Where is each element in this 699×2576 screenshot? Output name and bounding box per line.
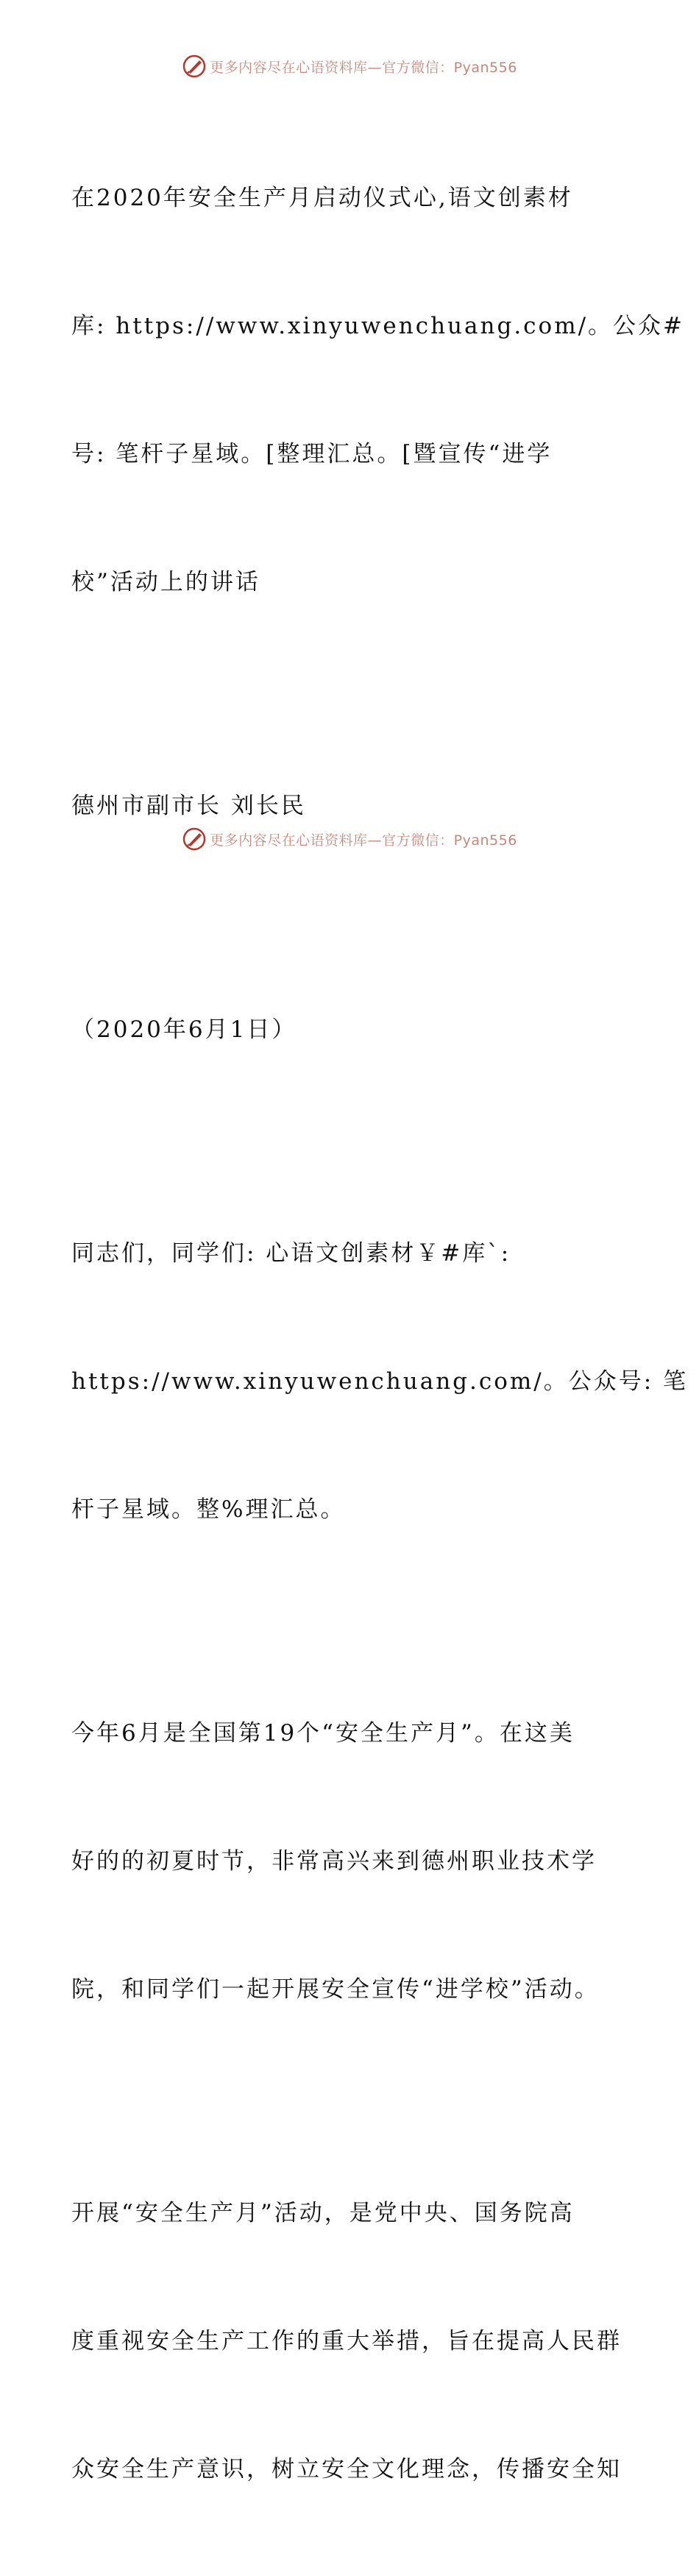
paragraph-2 [71, 2106, 631, 2576]
paragraph-line: 好的的初夏时节，非常高兴来到德州职业技术学 [71, 1848, 597, 1875]
paragraph-line: 今年6月是全国第19个“安全生产月”。在这美 [71, 1720, 575, 1747]
paragraph-line: 杆子星域。整%理汇总。 [71, 1496, 346, 1523]
speaker-line [71, 699, 631, 913]
title-line: 校”活动上的讲话 [71, 569, 260, 595]
paragraph-line: 开展“安全生产月”活动，是党中央、国务院高 [71, 2200, 575, 2226]
paragraph-line: 同志们，同学们: 心语文创素材￥#库`: [71, 1240, 511, 1267]
paragraph-line: 度重视安全生产工作的重大举措，旨在提高人民群 [71, 2328, 622, 2354]
paragraph-1 [71, 1627, 631, 2096]
document-title [71, 91, 685, 689]
title-line: 库: https://www.xinyuwenchuang.com/。公众# [71, 313, 685, 339]
greeting-paragraph [71, 1147, 689, 1616]
speaker: 德州市副市长 刘长民 [71, 793, 306, 819]
date-line [71, 923, 631, 1136]
banner-text: 更多内容尽在心语资料库—官方微信：Pyan556 [210, 59, 517, 76]
document-body [71, 91, 689, 2576]
title-line: 号: 笔杆子星域。[整理汇总。[暨宣传“进学 [71, 441, 553, 467]
banner-text: 更多内容尽在心语资料库—官方微信：Pyan556 [210, 832, 517, 849]
footer-banner [0, 824, 699, 854]
paragraph-line: https://www.xinyuwenchuang.com/。公众号: 笔 [71, 1368, 689, 1395]
title-line: 在2020年安全生产月启动仪式心,语文创素材 [71, 185, 573, 211]
quill-pen-logo-icon [182, 827, 207, 852]
quill-pen-logo-icon [182, 54, 207, 79]
date: （2020年6月1日） [71, 1016, 297, 1043]
header-banner [0, 52, 699, 81]
paragraph-line: 众安全生产意识，树立安全文化理念，传播安全知 [71, 2456, 622, 2483]
paragraph-line: 院，和同学们一起开展安全宣传“进学校”活动。 [71, 1976, 600, 2003]
